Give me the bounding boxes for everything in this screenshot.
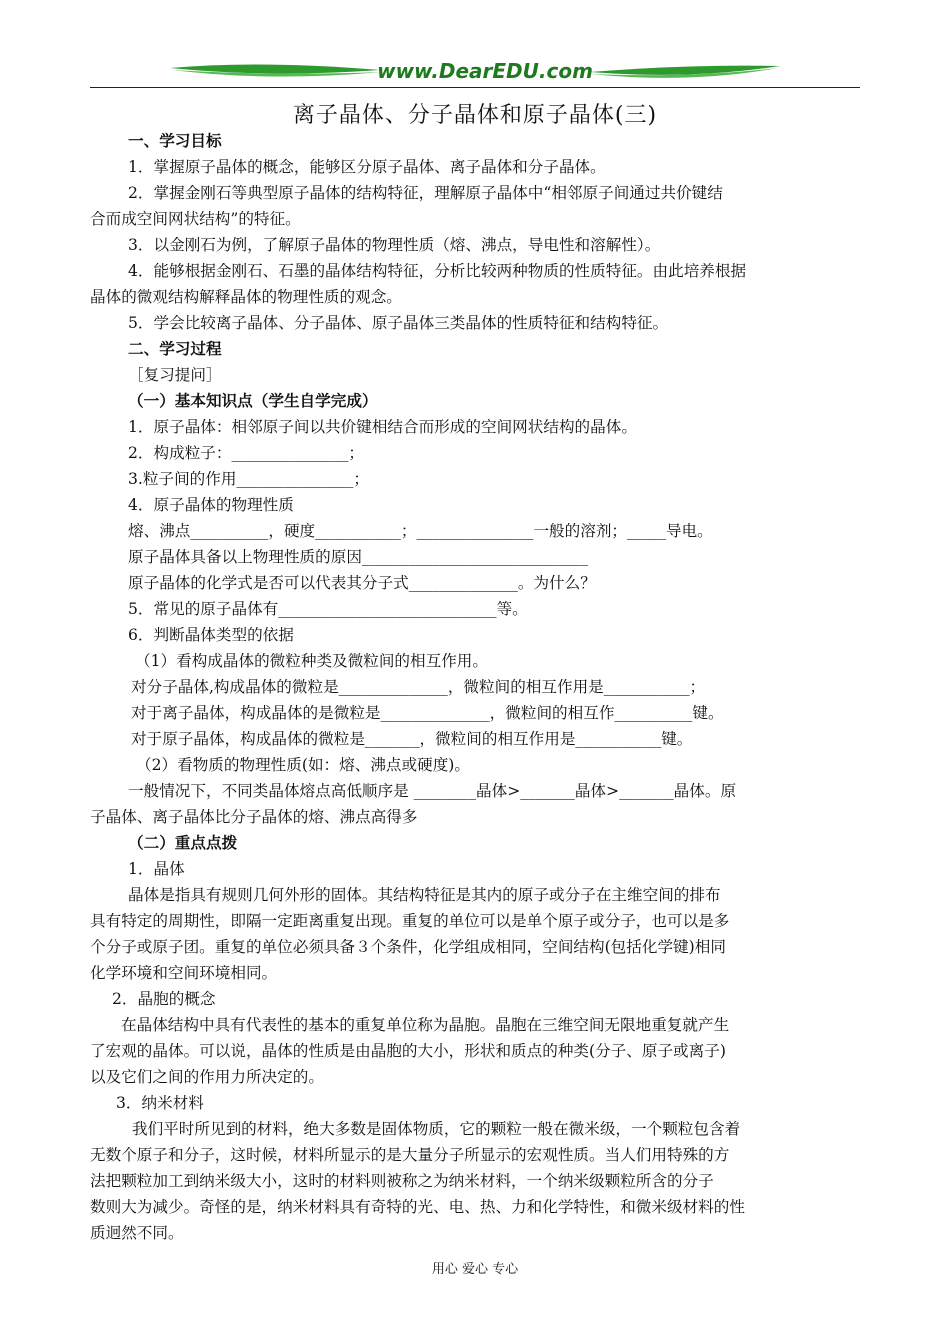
melting-point-order-cont: 子晶体、离子晶体比分子晶体的熔、沸点高得多	[90, 808, 418, 826]
page-footer: 用心 爱心 专心	[431, 1262, 519, 1277]
unit-cell-paragraph-line-2: 了宏观的晶体。可以说，晶体的性质是由晶胞的大小，形状和质点的种类(分子、原子或离子)	[90, 1042, 726, 1060]
crystal-paragraph-line-1: 晶体是指具有规则几何外形的固体。其结构特征是其内的原子或分子在主维空间的排布	[128, 886, 721, 904]
heading-key-points: （二）重点点拨	[128, 834, 238, 852]
goal-4-cont: 晶体的微观结构解释晶体的物理性质的观念。	[90, 288, 402, 306]
header-banner	[90, 58, 860, 98]
site-logo-text: www.DearEDU.com	[377, 59, 593, 83]
key-point-1-heading: 1．晶体	[128, 860, 185, 878]
key-point-3-heading: 3．纳米材料	[116, 1094, 204, 1112]
goal-4: 4．能够根据金刚石、石墨的晶体结构特征，分析比较两种物质的性质特征。由此培养根据	[128, 262, 747, 280]
goal-1: 1．掌握原子晶体的概念，能够区分原子晶体、离子晶体和分子晶体。	[128, 158, 606, 176]
ionic-crystal-blanks: 对于离子晶体，构成晶体的是微粒是______________，微粒间的相互作__________键。	[131, 704, 724, 722]
unit-cell-paragraph-line-1: 在晶体结构中具有代表性的基本的重复单位称为晶胞。晶胞在三维空间无限地重复就产生	[121, 1016, 730, 1034]
right-swoosh-icon	[590, 66, 780, 75]
properties-reason-blank: 原子晶体具备以上物理性质的原因_____________________________	[128, 548, 589, 566]
knowledge-item-1: 1．原子晶体：相邻原子间以共价键相结合而形成的空间网状结构的晶体。	[128, 418, 637, 436]
knowledge-item-4: 4．原子晶体的物理性质	[128, 496, 294, 514]
goal-2: 2．掌握金刚石等典型原子晶体的结构特征，理解原子晶体中“相邻原子间通过共价键结	[128, 184, 723, 202]
crystal-paragraph-line-2: 具有特定的周期性，即隔一定距离重复出现。重复的单位可以是单个原子或分子，也可以是多	[90, 912, 730, 930]
nano-paragraph-line-5: 质迥然不同。	[90, 1224, 184, 1242]
nano-paragraph-line-4: 数则大为减少。奇怪的是，纳米材料具有奇特的光、电、热、力和化学特性，和微米级材料的性	[90, 1198, 745, 1216]
nano-paragraph-line-3: 法把颗粒加工到纳米级大小，这时的材料则被称之为纳米材料，一个纳米级颗粒所含的分子	[90, 1172, 714, 1190]
header-rule	[90, 87, 860, 88]
knowledge-item-3: 3.粒子间的作用_______________；	[128, 470, 369, 488]
heading-learning-process: 二、学习过程	[128, 340, 222, 358]
goal-3: 3．以金刚石为例，了解原子晶体的物理性质（熔、沸点，导电性和溶解性）。	[128, 236, 661, 254]
crystal-paragraph-line-3: 个分子或原子团。重复的单位必须具备３个条件，化学组成相同，空间结构(包括化学键)相同	[90, 938, 726, 956]
melting-point-order: 一般情况下，不同类晶体熔点高低顺序是 ________晶体>_______晶体>_______晶体。原	[128, 782, 737, 800]
knowledge-item-5: 5．常见的原子晶体有____________________________等。	[128, 600, 528, 618]
criterion-1: （1）看构成晶体的微粒种类及微粒间的相互作用。	[135, 652, 488, 670]
knowledge-item-6: 6．判断晶体类型的依据	[128, 626, 294, 644]
crystal-paragraph-line-4: 化学环境和空间环境相同。	[90, 964, 278, 982]
criterion-2: （2）看物质的物理性质(如：熔、沸点或硬度)。	[136, 756, 470, 774]
goal-2-cont: 合而成空间网状结构”的特征。	[90, 210, 301, 228]
chemical-formula-question: 原子晶体的化学式是否可以代表其分子式______________。为什么？	[128, 574, 596, 592]
physical-properties-blanks: 熔、沸点__________，硬度___________；_______________一般的溶剂；_____导电。	[128, 522, 713, 540]
goal-5: 5．学会比较离子晶体、分子晶体、原子晶体三类晶体的性质特征和结构特征。	[128, 314, 669, 332]
nano-paragraph-line-1: 我们平时所见到的材料，绝大多数是固体物质，它的颗粒一般在微米级，一个颗粒包含着	[132, 1120, 741, 1138]
heading-basic-knowledge: （一）基本知识点（学生自学完成）	[128, 392, 378, 410]
atomic-crystal-blanks: 对于原子晶体，构成晶体的微粒是_______，微粒间的相互作用是___________键。	[131, 730, 693, 748]
knowledge-item-2: 2．构成粒子：_______________；	[128, 444, 365, 462]
unit-cell-paragraph-line-3: 以及它们之间的作用力所决定的。	[90, 1068, 324, 1086]
heading-learning-goals: 一、学习目标	[128, 132, 222, 150]
molecular-crystal-blanks: 对分子晶体,构成晶体的微粒是______________，微粒间的相互作用是___________；	[131, 678, 706, 696]
document-title: 离子晶体、分子晶体和原子晶体(三)	[292, 103, 658, 128]
key-point-2-heading: 2．晶胞的概念	[112, 990, 216, 1008]
nano-paragraph-line-2: 无数个原子和分子，这时候，材料所显示的是大量分子所显示的宏观性质。当人们用特殊的方	[90, 1146, 730, 1164]
review-question-label: ［复习提问］	[128, 366, 222, 384]
